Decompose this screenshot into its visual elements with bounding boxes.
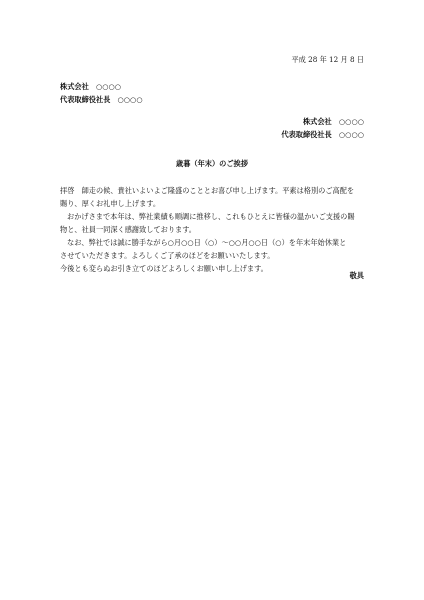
letter-closing: 敬具: [349, 271, 364, 280]
letter-body: [60, 184, 366, 275]
body-line: させていただきます。よろしくご了承のほどをお願いいたします。: [60, 251, 275, 260]
letter-subject: 歳暮（年末）のご挨拶: [176, 159, 248, 168]
sender-title: 代表取締役社長 ○○○○: [281, 130, 364, 139]
body-line: 拝啓 師走の候、貴社いよいよご隆盛のこととお喜び申し上げます。平素は格別のご高配を: [60, 186, 355, 195]
body-line: おかげさまで本年は、弊社業績も順調に推移し、これもひとえに皆様の温かいご支援の賜: [67, 212, 355, 221]
letter-date: 平成 28 年 12 月 8 日: [291, 55, 364, 64]
recipient-company: 株式会社 ○○○○: [60, 82, 122, 91]
recipient-title: 代表取締役社長 ○○○○: [60, 95, 143, 104]
body-line: 今後とも変らぬお引き立てのほどよろしくお願い申し上げます。: [60, 264, 268, 273]
body-line: 賜り、厚くお礼申し上げます。: [60, 199, 161, 208]
body-line: 物と、社員一同深く感謝致しております。: [60, 225, 196, 234]
recipient-block: [60, 83, 143, 109]
sender-company: 株式会社 ○○○○: [302, 117, 364, 126]
sender-block: [281, 118, 364, 144]
body-line: なお、弊社では誠に勝手ながら○月○○日（○）～○○月○○日（○）を年末年始休業と: [67, 238, 347, 247]
